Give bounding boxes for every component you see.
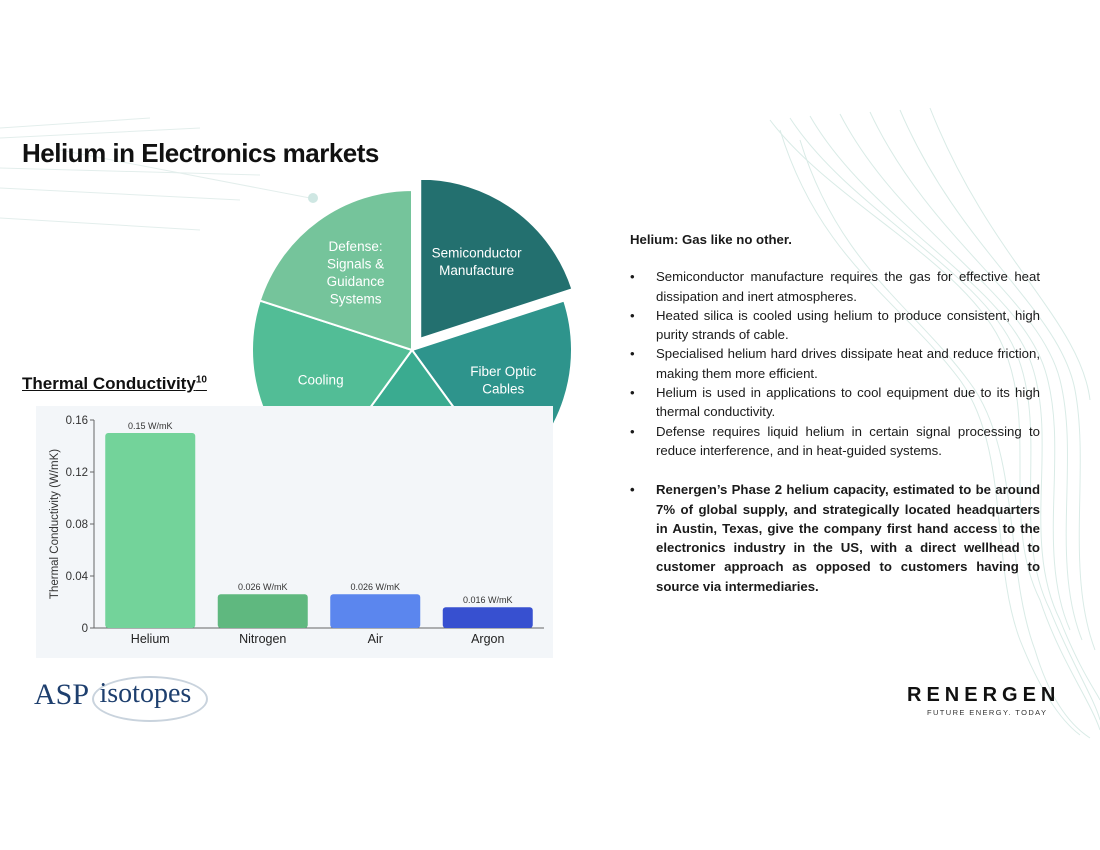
bar — [218, 594, 308, 628]
pie-slice-label-line: Cables — [482, 381, 525, 397]
lead-text: Helium: Gas like no other. — [630, 232, 792, 247]
x-tick-label: Air — [367, 632, 383, 646]
slide-title: Helium in Electronics markets — [22, 138, 379, 168]
isotopes-logo-wrap — [94, 674, 202, 716]
thermal-conductivity-heading — [22, 374, 207, 394]
bar-data-label: 0.026 W/mK — [350, 582, 401, 593]
bar-chart — [36, 406, 553, 658]
bullet-item: • Heated silica is cooled using helium to produce consistent, high purity strands of cable. — [630, 306, 1040, 345]
bullet-item: • Specialised helium hard drives dissipate heat and reduce friction, making them more efficient. — [630, 344, 1040, 383]
thermal-conductivity-heading-text: Thermal Conductivity — [22, 374, 196, 393]
bar — [330, 594, 420, 628]
pie-slice-label-line: Cooling — [297, 372, 344, 388]
asp-logo-text: ASP — [34, 678, 90, 711]
x-tick-label: Helium — [130, 632, 170, 646]
bar — [105, 433, 195, 628]
bold-bullet-item: • Renergen’s Phase 2 helium capacity, estimated to be around 7% of global supply, and strategically located headquarters in Austin, Texas, give the company first hand access to the electronics industry in the US, with a direct wellhead to customer approach as opposed to customers having to source via intermediaries. — [630, 480, 1040, 596]
y-tick-label: 0 — [81, 623, 88, 635]
renergen-tagline: FUTURE ENERGY. TODAY — [927, 708, 1048, 717]
bullet-item: • Defense requires liquid helium in certain signal processing to reduce interference, and in heat-guided systems. — [630, 422, 1040, 461]
pie-slice-label-line: Fiber Optic — [470, 363, 537, 379]
y-tick-label: 0.04 — [65, 571, 88, 583]
x-tick-label: Argon — [471, 632, 505, 646]
bullet-item: • Helium is used in applications to cool equipment due to its high thermal conductivity. — [630, 383, 1040, 422]
isotopes-logo-text: isotopes — [99, 678, 192, 709]
bullet-list — [630, 267, 1040, 460]
bold-bullet-list — [630, 480, 1040, 596]
footnote-ref: 10 — [195, 374, 207, 386]
bullet-item: • Semiconductor manufacture requires the gas for effective heat dissipation and inert atmospheres. — [630, 267, 1040, 306]
pie-slice-label-line: Semiconductor — [431, 245, 522, 261]
asp-isotopes-logo — [34, 674, 201, 716]
bar — [443, 607, 533, 628]
pie-slice-label-line: Systems — [329, 291, 382, 307]
y-tick-label: 0.16 — [65, 415, 88, 427]
bar-data-label: 0.15 W/mK — [127, 421, 173, 431]
pie-slice-label-line: Guidance — [326, 274, 385, 290]
pie-slice-label — [298, 373, 344, 388]
y-tick-label: 0.08 — [65, 519, 88, 531]
right-panel — [630, 230, 1040, 596]
pie-slice-label-line: Defense: — [328, 239, 383, 255]
bar-data-label: 0.016 W/mK — [462, 595, 513, 606]
renergen-logo-text: RENERGEN — [907, 684, 1061, 706]
pie-slice-label-line: Manufacture — [439, 262, 515, 278]
y-tick-label: 0.12 — [65, 467, 88, 479]
renergen-logo — [907, 684, 1060, 717]
y-axis-label: Thermal Conductivity (W/mK) — [49, 448, 61, 600]
x-tick-label: Nitrogen — [239, 632, 287, 646]
pie-slice-label-line: Signals & — [327, 256, 385, 272]
bar-data-label: 0.026 W/mK — [237, 582, 288, 593]
